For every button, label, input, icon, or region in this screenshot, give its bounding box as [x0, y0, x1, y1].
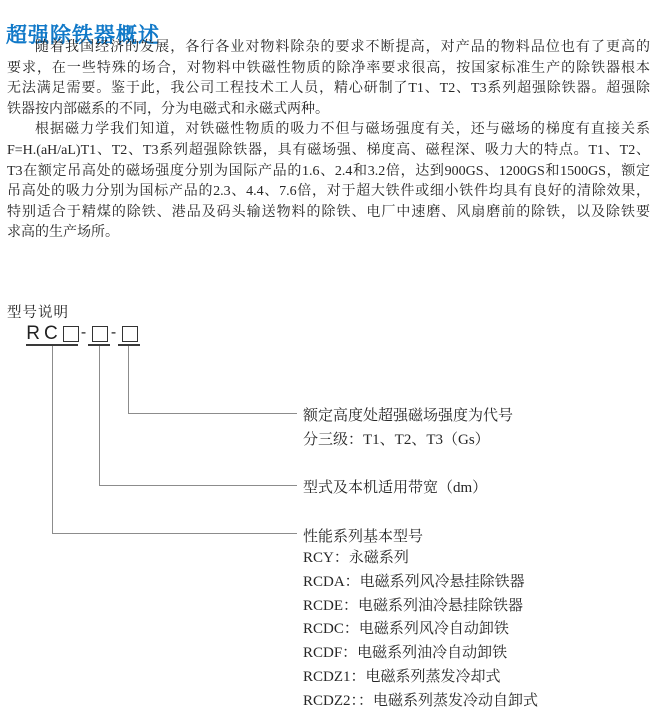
doc-line: T3在额定吊高处的磁场强度分别为国际产品的1.6、2.4和3.2倍，达到900GS、1200GS和1500GS，额定	[7, 163, 650, 179]
series-list-item: RCDF：电磁系列油冷自动卸铁	[303, 645, 508, 662]
callout-field3-line1: 额定高度处超强磁场强度为代号	[303, 408, 514, 424]
series-list-item: RCDZ1：电磁系列蒸发冷却式	[303, 668, 501, 685]
model-section-heading: 型号说明	[7, 305, 69, 321]
series-list-item: RCY：永磁系列	[303, 550, 409, 566]
doc-line: F=H.(aH/aL)T1、T2、T3系列超强除铁器，具有磁场强、梯度高、磁程深、吸力大的特点。T1、T2、	[7, 142, 650, 158]
paragraph-1	[7, 38, 650, 120]
doc-line: 特别适合于精煤的除铁、港品及码头输送物料的除铁、电厂中速磨、风扇磨前的除铁，以及除铁要	[7, 204, 650, 220]
doc-line: 无法满足需要。鉴于此，我公司工程技术工人员，精心研制了T1、T2、T3系列超强除铁器。超强除	[7, 81, 650, 97]
doc-line: 铁器按内部磁系的不同，分为电磁式和永磁式两种。	[7, 101, 329, 117]
code-box-3	[122, 326, 138, 342]
callout-field2: 型式及本机适用带宽（dm）	[303, 480, 488, 496]
code-separator-2: -	[110, 324, 117, 341]
model-code-group-1	[26, 322, 78, 346]
code-box-1	[63, 326, 79, 342]
page-title: 超强除铁器概述	[6, 24, 160, 48]
series-list-item: RCDA：电磁系列风冷悬挂除铁器	[303, 573, 525, 590]
model-code-group-2	[88, 322, 110, 346]
article-body	[7, 38, 650, 244]
series-list	[303, 547, 538, 714]
doc-line: 根据磁力学我们知道，对铁磁性物质的吸力不但与磁场强度有关，还与磁场的梯度有直接关系	[35, 122, 650, 138]
doc-line: 随着我国经济的发展，各行各业对物料除杂的要求不断提高，对产品的物料品位也有了更高的	[35, 40, 650, 55]
model-code-group-3	[118, 322, 140, 346]
paragraph-2	[7, 120, 650, 244]
callout-field1: 性能系列基本型号	[303, 529, 424, 545]
code-box-2	[92, 326, 108, 342]
series-list-item: RCDZ2：：电磁系列蒸发冷动自卸式	[303, 692, 539, 709]
connector-line-field3	[128, 346, 297, 414]
doc-line: 求高的生产场所。	[7, 225, 119, 241]
doc-line: 要求，在一些特殊的场合，对物料中铁磁性物质的除净率要求很高，按国家标准生产的除铁器根本	[7, 60, 650, 76]
callout-field3-line2: 分三级：T1、T2、T3（Gs）	[303, 432, 490, 448]
series-list-item: RCDC：电磁系列风冷自动卸铁	[303, 621, 509, 638]
model-code-prefix: RC	[26, 323, 62, 344]
code-separator-1: -	[80, 324, 87, 341]
doc-line: 吊高处的吸力分别为国标产品的2.3、4.4、7.6倍，对于超大铁件或细小铁件均具有良好的清除效果，	[7, 184, 650, 200]
series-list-item: RCDE：电磁系列油冷悬挂除铁器	[303, 597, 524, 614]
